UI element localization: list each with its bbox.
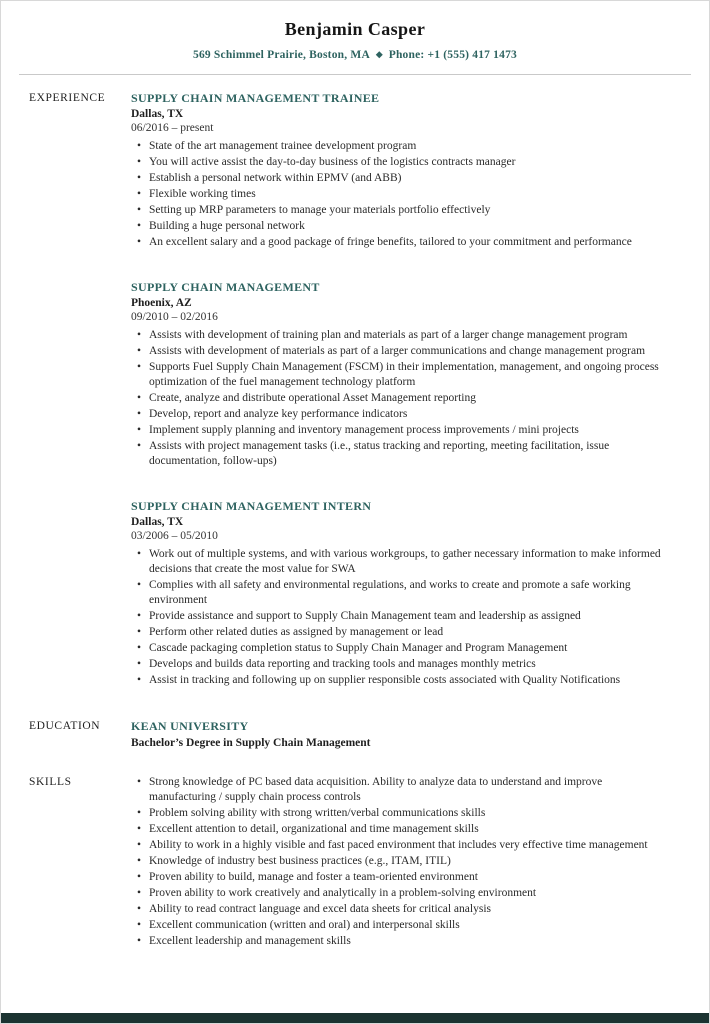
job-bullets xyxy=(131,547,661,688)
job-location: Dallas, TX xyxy=(131,516,184,528)
bullet-item: • Implement supply planning and inventory management process improvements / mini projects xyxy=(131,423,661,438)
job-dates: 09/2010 – 02/2016 xyxy=(131,311,218,323)
job-entry-trainee xyxy=(131,91,661,250)
skill-item: • Excellent leadership and management skills xyxy=(131,934,661,949)
bullet-item: • Work out of multiple systems, and with various workgroups, to gather necessary information to make informed decisions that create the most value for SWA xyxy=(131,547,661,577)
contact-line xyxy=(1,49,709,61)
job-dates: 03/2006 – 05/2010 xyxy=(131,530,218,542)
education-section xyxy=(1,689,709,749)
bullet-item: • Establish a personal network within EPMV (and ABB) xyxy=(131,171,661,186)
bullet-item: • Cascade packaging completion status to Supply Chain Manager and Program Management xyxy=(131,641,661,656)
bullet-item: • Supports Fuel Supply Chain Management (FSCM) in their implementation, management, and ongoing process optimization of the fuel management technology platform xyxy=(131,360,661,390)
bullet-item: • Develop, report and analyze key performance indicators xyxy=(131,407,661,422)
job-title: SUPPLY CHAIN MANAGEMENT INTERN xyxy=(131,499,372,513)
skill-item: • Knowledge of industry best business practices (e.g., ITAM, ITIL) xyxy=(131,854,661,869)
bullet-item: • Flexible working times xyxy=(131,187,661,202)
job-location: Phoenix, AZ xyxy=(131,297,192,309)
skills-content xyxy=(131,775,689,950)
job-bullets xyxy=(131,139,661,250)
job-dates: 06/2016 – present xyxy=(131,122,214,134)
footer-bar xyxy=(1,1013,709,1023)
diamond-separator-icon: ◆ xyxy=(375,49,383,59)
education-content xyxy=(131,719,689,749)
skill-item: • Excellent communication (written and oral) and interpersonal skills xyxy=(131,918,661,933)
job-entry-intern xyxy=(131,499,661,688)
skill-item: • Ability to read contract language and excel data sheets for critical analysis xyxy=(131,902,661,917)
contact-address: 569 Schimmel Prairie, Boston, MA xyxy=(193,49,370,61)
skill-item: • Ability to work in a highly visible and fast paced environment that includes very effective time management xyxy=(131,838,661,853)
bullet-item: • Complies with all safety and environmental regulations, and works to create and promote a safe working environment xyxy=(131,578,661,608)
job-title: SUPPLY CHAIN MANAGEMENT xyxy=(131,280,320,294)
bullet-item: • Create, analyze and distribute operational Asset Management reporting xyxy=(131,391,661,406)
section-label-skills: SKILLS xyxy=(29,776,72,788)
skill-item: • Proven ability to work creatively and analytically in a problem-solving environment xyxy=(131,886,661,901)
job-entry-management xyxy=(131,280,661,469)
skill-item: • Proven ability to build, manage and foster a team-oriented environment xyxy=(131,870,661,885)
experience-section xyxy=(1,75,709,689)
skill-item: • Excellent attention to detail, organizational and time management skills xyxy=(131,822,661,837)
bullet-item: • Assist in tracking and following up on supplier responsible costs associated with Quality Notifications xyxy=(131,673,661,688)
job-location: Dallas, TX xyxy=(131,108,184,120)
contact-phone: Phone: +1 (555) 417 1473 xyxy=(388,49,517,61)
bullet-item: • Building a huge personal network xyxy=(131,219,661,234)
experience-content xyxy=(131,91,689,689)
bullet-item: • An excellent salary and a good package of fringe benefits, tailored to your commitment and performance xyxy=(131,235,661,250)
section-label-education: EDUCATION xyxy=(29,720,101,732)
bullet-item: • State of the art management trainee development program xyxy=(131,139,661,154)
section-label-experience: EXPERIENCE xyxy=(29,92,106,104)
candidate-name: Benjamin Casper xyxy=(284,19,426,39)
school-name: KEAN UNIVERSITY xyxy=(131,719,249,733)
job-bullets xyxy=(131,328,661,469)
bullet-item: • Develops and builds data reporting and tracking tools and manages monthly metrics xyxy=(131,657,661,672)
skills-bullets xyxy=(131,775,661,949)
bullet-item: • You will active assist the day-to-day business of the logistics contracts manager xyxy=(131,155,661,170)
skill-item: • Problem solving ability with strong written/verbal communications skills xyxy=(131,806,661,821)
bullet-item: • Assists with development of materials as part of a larger communications and change management program xyxy=(131,344,661,359)
job-title: SUPPLY CHAIN MANAGEMENT TRAINEE xyxy=(131,91,380,105)
skills-section xyxy=(1,749,709,950)
resume-header xyxy=(1,1,709,75)
bullet-item: • Perform other related duties as assigned by management or lead xyxy=(131,625,661,640)
skill-item: • Strong knowledge of PC based data acquisition. Ability to analyze data to understand and improve manufacturing / supply chain process controls xyxy=(131,775,661,805)
bullet-item: • Assists with project management tasks (i.e., status tracking and reporting, meeting facilitation, issue documentation, follow-ups) xyxy=(131,439,661,469)
bullet-item: • Assists with development of training plan and materials as part of a larger change management program xyxy=(131,328,661,343)
bullet-item: • Setting up MRP parameters to manage your materials portfolio effectively xyxy=(131,203,661,218)
bullet-item: • Provide assistance and support to Supply Chain Management team and leadership as assigned xyxy=(131,609,661,624)
degree: Bachelor’s Degree in Supply Chain Management xyxy=(131,737,371,749)
